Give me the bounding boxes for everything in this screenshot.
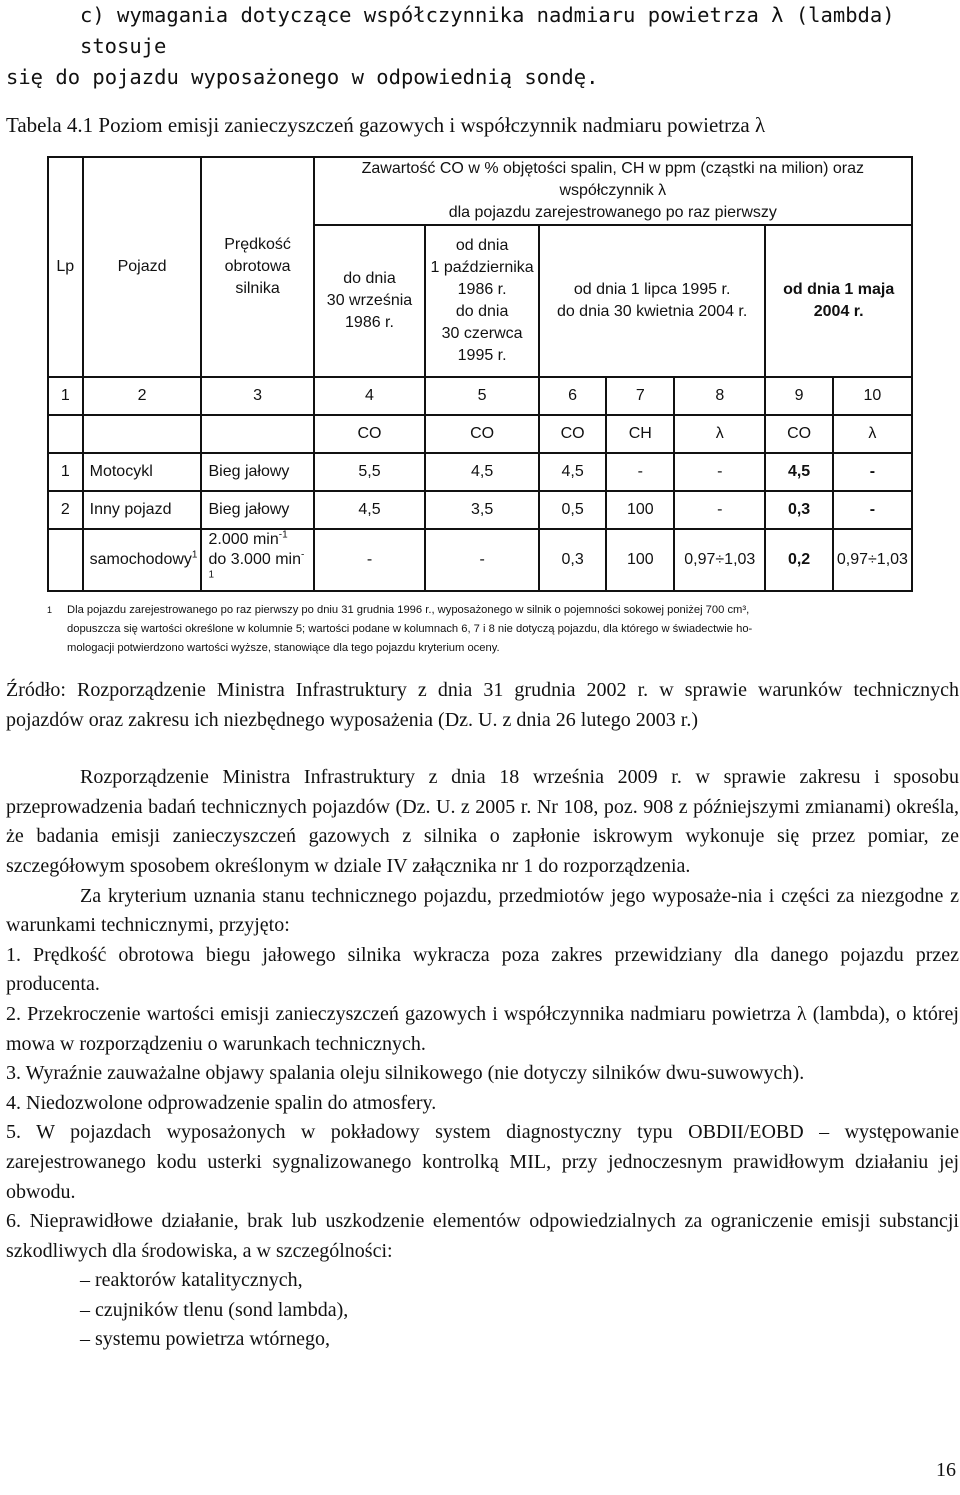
header-period-2 bbox=[425, 225, 539, 377]
unit-cell: CO bbox=[539, 415, 606, 453]
col-number: 6 bbox=[539, 377, 606, 415]
unit-cell: CO bbox=[765, 415, 832, 453]
intro-line-2: się do pojazdu wyposażonego w odpowiednią sondę. bbox=[6, 65, 599, 89]
row-value: 4,5 bbox=[539, 453, 606, 491]
list-item: 3. Wyraźnie zauważalne objawy spalania oleju silnikowego (nie dotyczy silników dwu-suwowych). bbox=[6, 1062, 805, 1085]
header-period-4 bbox=[765, 225, 912, 377]
row-value: - bbox=[833, 453, 912, 491]
header-group-line: dla pojazdu zarejestrowanego po raz pierwszy bbox=[448, 204, 777, 221]
row-value: 0,3 bbox=[765, 491, 832, 529]
col-number: 5 bbox=[425, 377, 539, 415]
row-pojazd-text: samochodowy bbox=[89, 551, 192, 568]
header-period-line: 1995 r. bbox=[457, 347, 507, 364]
list-item: 5. W pojazdach wyposażonych w pokładowy system diagnostyczny typu OBDII/EOBD – występowanie zarejestrowanego kodu usterki sygnalizowanego kontrolką MIL, przy jednoczesnym prawidłowym działaniu jej obwodu. bbox=[6, 1121, 959, 1203]
row-value: 0,5 bbox=[539, 491, 606, 529]
row-value: 3,5 bbox=[425, 491, 539, 529]
header-lp: Lp bbox=[48, 157, 83, 377]
intro-text bbox=[6, 0, 956, 93]
row-predkosc: Bieg jałowy bbox=[201, 453, 313, 491]
row-predkosc: Bieg jałowy bbox=[201, 491, 313, 529]
row-value: - bbox=[425, 529, 539, 591]
table-row bbox=[48, 491, 912, 529]
row-value: 100 bbox=[606, 491, 674, 529]
header-predkosc-line: silnika bbox=[235, 280, 280, 297]
source-note: Źródło: Rozporządzenie Ministra Infrastruktury z dnia 31 grudnia 2002 r. w sprawie warunków technicznych pojazdów oraz zakresu ich niezbędnego wyposażenia (Dz. U. z dnia 26 lutego 2003 r.) bbox=[6, 679, 959, 731]
row-value: 4,5 bbox=[314, 491, 426, 529]
row-value: - bbox=[314, 529, 426, 591]
sublist-item: – reaktorów katalitycznych, bbox=[80, 1269, 303, 1292]
header-pojazd: Pojazd bbox=[83, 157, 202, 377]
header-period-line: do dnia 30 kwietnia 2004 r. bbox=[556, 303, 748, 320]
list-item: 2. Przekroczenie wartości emisji zanieczyszczeń gazowych i współczynnika nadmiaru powietrza λ (lambda), o której mowa w rozporządzeniu o warunkach technicznych. bbox=[6, 1002, 959, 1055]
col-number: 4 bbox=[314, 377, 426, 415]
footnote-line: mologacji potwierdzono wartości wyższe, stanowiące dla tego pojazdu kryterium oceny. bbox=[67, 642, 500, 654]
unit-cell: CO bbox=[425, 415, 539, 453]
unit-cell: λ bbox=[833, 415, 912, 453]
intro-line-1: c) wymagania dotyczące współczynnika nadmiaru powietrza λ (lambda) stosuje bbox=[80, 3, 895, 58]
paragraph: Za kryterium uznania stanu technicznego pojazdu, przedmiotów jego wyposaże-nia i części za niezgodne z warunkami technicznymi, przyjęto: bbox=[6, 884, 959, 937]
unit-cell: CO bbox=[314, 415, 426, 453]
header-predkosc-line: obrotowa bbox=[224, 258, 291, 275]
header-predkosc-line: Prędkość bbox=[224, 236, 291, 253]
header-group-line: Zawartość CO w % objętości spalin, CH w ppm (cząstki na milion) oraz współczynnik λ bbox=[361, 160, 864, 199]
header-period-line: 1986 r. bbox=[457, 281, 507, 298]
col-number: 2 bbox=[83, 377, 202, 415]
footnote-mark: 1 bbox=[47, 605, 53, 615]
row-predkosc-text: 2.000 min bbox=[208, 531, 279, 548]
table-footnote bbox=[47, 601, 917, 658]
header-period-line: od dnia 1 lipca 1995 r. bbox=[573, 281, 731, 298]
row-value: 4,5 bbox=[765, 453, 832, 491]
row-value: 0,97÷1,03 bbox=[674, 529, 765, 591]
footnote-line: Dla pojazdu zarejestrowanego po raz pierwszy po dniu 31 grudnia 1996 r., wyposażonego w silnik o pojemności sokowej poniżej 700 cm³, bbox=[67, 604, 750, 616]
col-number: 1 bbox=[48, 377, 83, 415]
row-value: - bbox=[674, 491, 765, 529]
header-period-line: od dnia bbox=[455, 237, 509, 254]
body-text bbox=[6, 676, 959, 1355]
row-pojazd bbox=[83, 529, 202, 591]
row-pojazd: Motocykl bbox=[83, 453, 202, 491]
unit-cell: λ bbox=[674, 415, 765, 453]
emission-table bbox=[47, 156, 913, 592]
header-predkosc bbox=[201, 157, 313, 377]
list-item: 1. Prędkość obrotowa biegu jałowego silnika wykracza poza zakres przewidziany dla danego pojazdu przez producenta. bbox=[6, 943, 959, 996]
exponent: -1 bbox=[208, 549, 305, 581]
header-period-line: do dnia bbox=[455, 303, 509, 320]
col-number: 7 bbox=[606, 377, 674, 415]
exponent: -1 bbox=[278, 529, 288, 541]
header-period-line: 30 września bbox=[326, 292, 413, 309]
unit-cell: CH bbox=[606, 415, 674, 453]
row-lp bbox=[48, 529, 83, 591]
col-number: 10 bbox=[833, 377, 912, 415]
column-number-row bbox=[48, 377, 912, 415]
row-lp: 1 bbox=[48, 453, 83, 491]
row-value: - bbox=[606, 453, 674, 491]
col-number: 9 bbox=[765, 377, 832, 415]
row-pojazd: Inny pojazd bbox=[83, 491, 202, 529]
table-caption: Tabela 4.1 Poziom emisji zanieczyszczeń gazowych i współczynnik nadmiaru powietrza λ bbox=[6, 113, 766, 137]
row-lp: 2 bbox=[48, 491, 83, 529]
row-value: 5,5 bbox=[314, 453, 426, 491]
header-period-line: od dnia 1 maja bbox=[783, 281, 895, 298]
col-number: 3 bbox=[201, 377, 313, 415]
row-predkosc bbox=[201, 529, 313, 591]
header-period-line: 30 czerwca bbox=[441, 325, 523, 342]
header-period-line: do dnia bbox=[343, 270, 396, 287]
header-group bbox=[314, 157, 912, 225]
row-value: 4,5 bbox=[425, 453, 539, 491]
table-row bbox=[48, 453, 912, 491]
table-row bbox=[48, 529, 912, 591]
col-number: 8 bbox=[674, 377, 765, 415]
row-value: - bbox=[674, 453, 765, 491]
page-number: 16 bbox=[936, 1459, 956, 1481]
row-value: 0,2 bbox=[765, 529, 832, 591]
unit-row bbox=[48, 415, 912, 453]
row-value: 0,3 bbox=[539, 529, 606, 591]
footnote-line: dopuszcza się wartości określone w kolumnie 5; wartości podane w kolumnach 6, 7 i 8 nie dotyczą pojazdu, dla którego w świadectwie ho- bbox=[67, 623, 753, 635]
paragraph: Rozporządzenie Ministra Infrastruktury z dnia 18 września 2009 r. w sprawie zakresu i sposobu przeprowadzenia badań technicznych pojazdów (Dz. U. z 2005 r. Nr 108, poz. 908 z późniejszymi zmianami) określa, że badania emisji zanieczyszczeń gazowych z silnika o zapłonie iskrowym wykonuje się przez pomiar, ze szczegółowym sposobem określonym w dziale IV załącznika nr 1 do rozporządzenia. bbox=[6, 766, 959, 877]
sublist-item: – systemu powietrza wtórnego, bbox=[80, 1328, 330, 1351]
list-item: 6. Nieprawidłowe działanie, brak lub uszkodzenie elementów odpowiedzialnych za ograniczenie emisji substancji szkodliwych dla środowiska, a w szczególności: bbox=[6, 1210, 959, 1262]
header-period-line: 2004 r. bbox=[813, 303, 864, 320]
row-value: 100 bbox=[606, 529, 674, 591]
row-value: 0,97÷1,03 bbox=[833, 529, 912, 591]
list-item: 4. Niedozwolone odprowadzenie spalin do atmosfery. bbox=[6, 1091, 437, 1114]
header-period-1 bbox=[314, 225, 426, 377]
row-predkosc-text: do 3.000 min bbox=[208, 551, 301, 568]
header-period-line: 1986 r. bbox=[345, 314, 394, 331]
row-value: - bbox=[833, 491, 912, 529]
sublist-item: – czujników tlenu (sond lambda), bbox=[80, 1298, 349, 1321]
header-period-3 bbox=[539, 225, 765, 377]
header-period-line: 1 października bbox=[430, 259, 534, 276]
footnote-ref: 1 bbox=[191, 549, 198, 561]
